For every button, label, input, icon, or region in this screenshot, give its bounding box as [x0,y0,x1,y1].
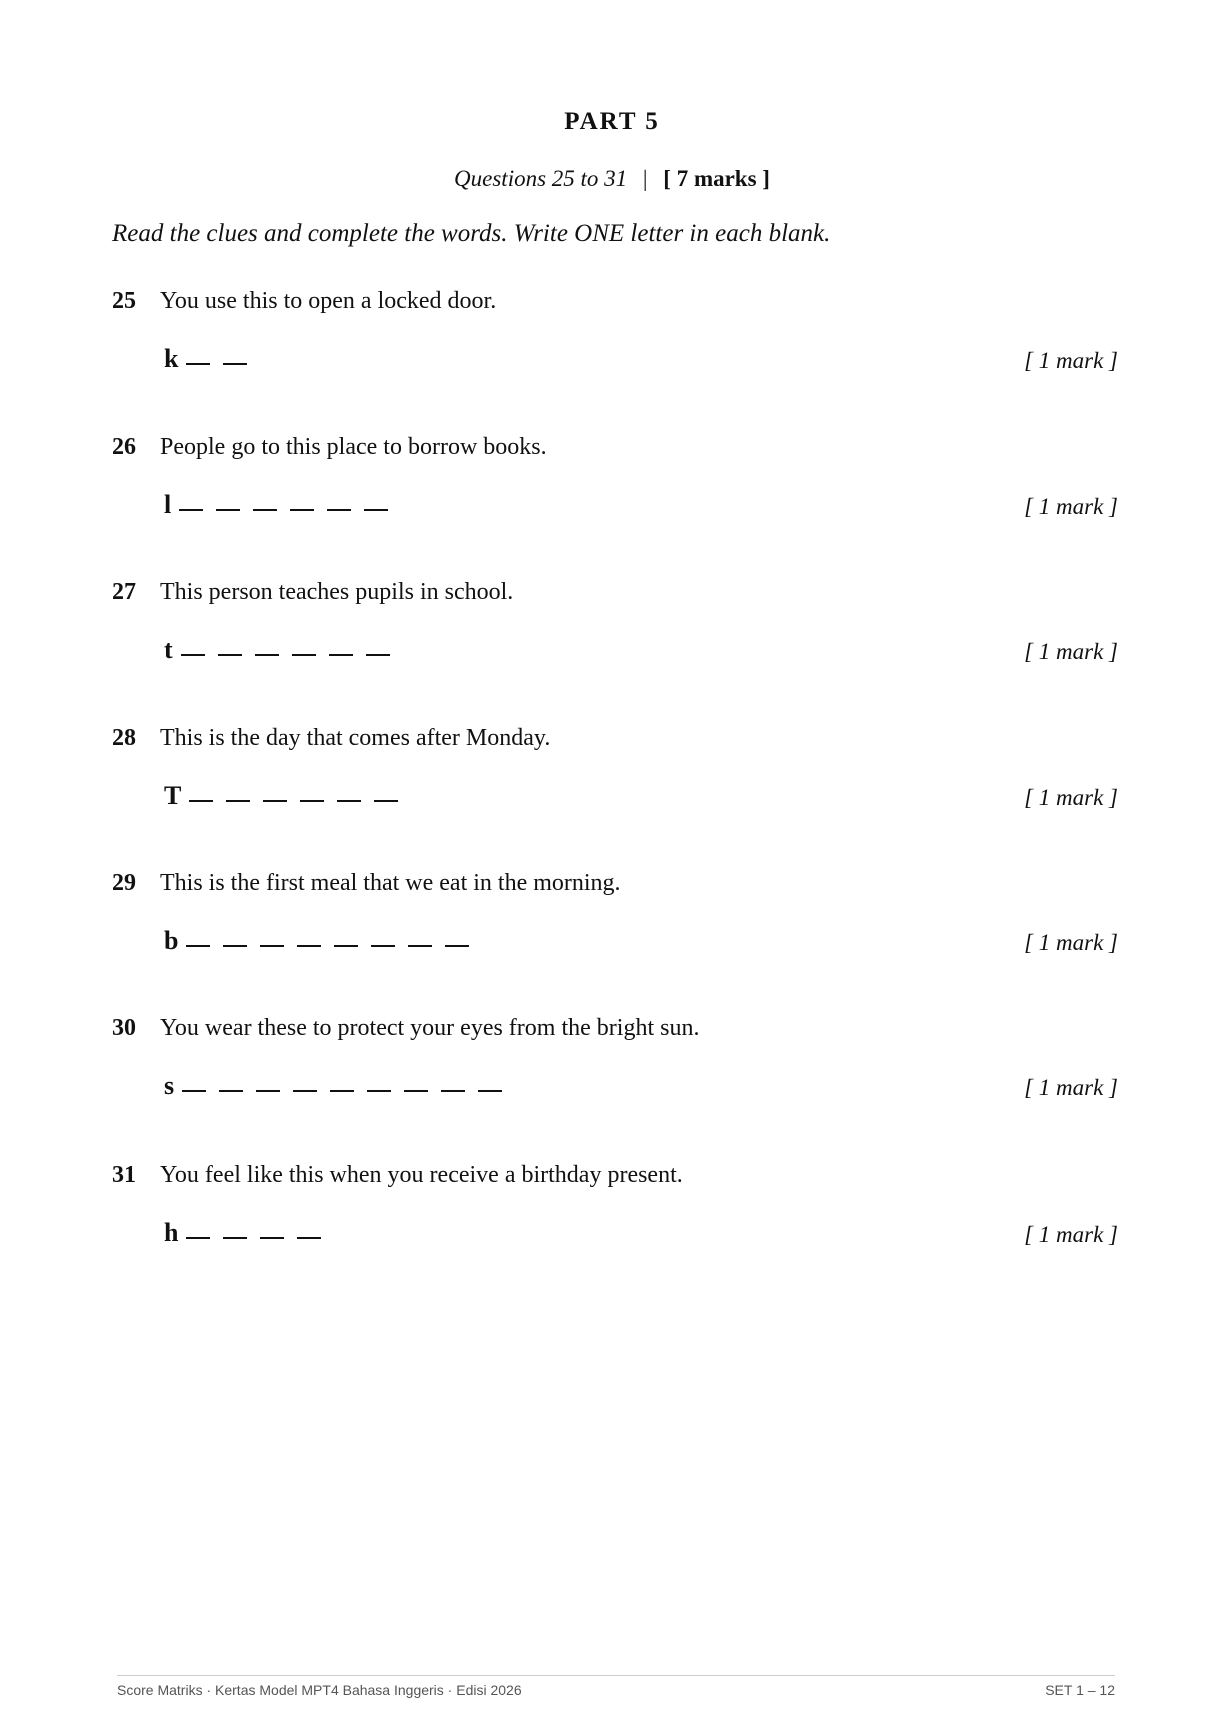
first-letter: t [164,635,173,664]
question-clue: This is the first meal that we eat in the morning. [160,870,621,896]
letter-blank[interactable] [219,1090,243,1092]
first-letter: b [164,926,179,955]
letter-blank[interactable] [263,800,287,802]
letter-blank[interactable] [329,654,353,656]
letter-blank[interactable] [371,945,395,947]
first-letter: T [164,781,182,810]
question-30 [112,1015,1122,1125]
question-number: 31 [112,1162,136,1188]
instruction: Read the clues and complete the words. Write ONE letter in each blank. [112,220,831,247]
letter-blank[interactable] [186,1237,210,1239]
letter-blank[interactable] [367,1090,391,1092]
question-28 [112,725,1122,835]
mark-allocation: [ 1 mark ] [1024,930,1118,955]
mark-allocation: [ 1 mark ] [1024,1222,1118,1247]
letter-blank[interactable] [256,1090,280,1092]
question-clue: You feel like this when you receive a birthday present. [160,1162,683,1188]
letter-blank[interactable] [223,363,247,365]
question-25 [112,288,1122,398]
letter-blank[interactable] [292,654,316,656]
answer-blanks[interactable] [164,781,411,811]
question-27 [112,579,1122,689]
letter-blank[interactable] [218,654,242,656]
letter-blank[interactable] [334,945,358,947]
letter-blank[interactable] [364,509,388,511]
answer-blanks[interactable] [164,490,401,520]
letter-blank[interactable] [182,1090,206,1092]
question-number: 26 [112,434,136,460]
first-letter: l [164,490,172,519]
letter-blank[interactable] [253,509,277,511]
letter-blank[interactable] [223,945,247,947]
question-number: 25 [112,288,136,314]
question-clue: People go to this place to borrow books. [160,434,547,460]
answer-blanks[interactable] [164,344,260,374]
letter-blank[interactable] [337,800,361,802]
answer-blanks[interactable] [164,926,482,956]
mark-allocation: [ 1 mark ] [1024,1075,1118,1100]
letter-blank[interactable] [330,1090,354,1092]
question-clue: You use this to open a locked door. [160,288,497,314]
letter-blank[interactable] [260,1237,284,1239]
answer-blanks[interactable] [164,1218,334,1248]
question-range-line [0,166,1224,192]
letter-blank[interactable] [293,1090,317,1092]
question-number: 27 [112,579,136,605]
letter-blank[interactable] [186,945,210,947]
question-26 [112,434,1122,544]
question-number: 29 [112,870,136,896]
letter-blank[interactable] [300,800,324,802]
question-31 [112,1162,1122,1272]
mark-allocation: [ 1 mark ] [1024,494,1118,519]
question-clue: This is the day that comes after Monday. [160,725,551,751]
footer-page-number: SET 1 – 12 [1045,1682,1115,1698]
first-letter: s [164,1071,175,1100]
question-number: 30 [112,1015,136,1041]
question-clue: This person teaches pupils in school. [160,579,514,605]
total-marks: [ 7 marks ] [663,166,770,191]
letter-blank[interactable] [223,1237,247,1239]
footer-publication: Score Matriks · Kertas Model MPT4 Bahasa Inggeris · Edisi 2026 [117,1682,522,1698]
mark-allocation: [ 1 mark ] [1024,348,1118,373]
footer-divider [117,1675,1115,1676]
letter-blank[interactable] [374,800,398,802]
part-title: PART 5 [564,108,660,135]
letter-blank[interactable] [478,1090,502,1092]
question-range: Questions 25 to 31 [454,166,628,191]
first-letter: k [164,344,179,373]
letter-blank[interactable] [255,654,279,656]
separator: | [642,166,648,191]
letter-blank[interactable] [260,945,284,947]
letter-blank[interactable] [404,1090,428,1092]
letter-blank[interactable] [297,945,321,947]
mark-allocation: [ 1 mark ] [1024,785,1118,810]
letter-blank[interactable] [441,1090,465,1092]
letter-blank[interactable] [297,1237,321,1239]
letter-blank[interactable] [189,800,213,802]
letter-blank[interactable] [181,654,205,656]
answer-blanks[interactable] [164,1071,515,1101]
answer-blanks[interactable] [164,635,403,665]
letter-blank[interactable] [366,654,390,656]
letter-blank[interactable] [179,509,203,511]
question-number: 28 [112,725,136,751]
question-clue: You wear these to protect your eyes from the bright sun. [160,1015,700,1041]
letter-blank[interactable] [226,800,250,802]
letter-blank[interactable] [445,945,469,947]
letter-blank[interactable] [186,363,210,365]
letter-blank[interactable] [290,509,314,511]
mark-allocation: [ 1 mark ] [1024,639,1118,664]
letter-blank[interactable] [327,509,351,511]
question-29 [112,870,1122,980]
letter-blank[interactable] [216,509,240,511]
letter-blank[interactable] [408,945,432,947]
first-letter: h [164,1218,179,1247]
